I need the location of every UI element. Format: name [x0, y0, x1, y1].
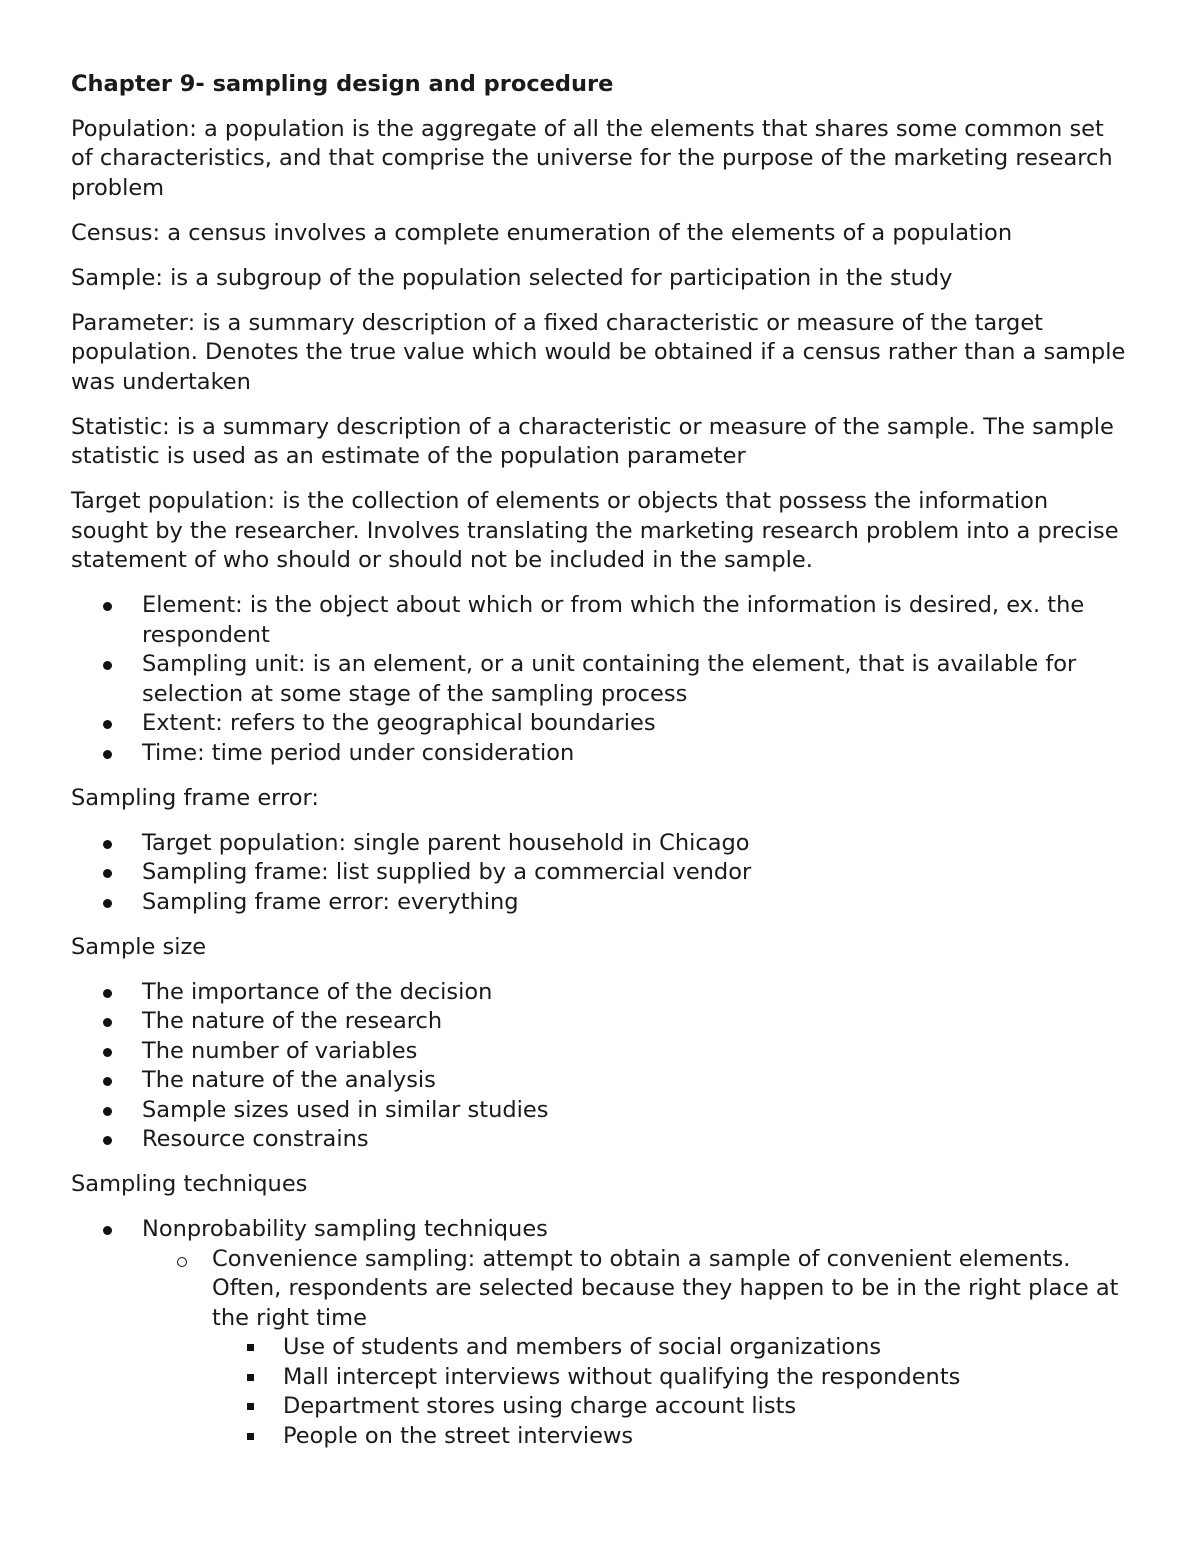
list-item-text: The number of variables: [142, 1037, 418, 1064]
heading-sampling-frame-error: Sampling frame error:: [71, 784, 319, 811]
paragraph-target-population: Target population: is the collection of elements or objects that possess the information sought by the researcher. Involves translating the marketing research problem into a precise statement of who should or should not be included in the sample.: [71, 488, 1119, 573]
list-item-text: The importance of the decision: [142, 978, 493, 1005]
list-item: [71, 739, 1132, 769]
list-item-text: The nature of the analysis: [142, 1067, 436, 1093]
list-item: [71, 1066, 1132, 1096]
list-item: [71, 1392, 1132, 1422]
list-item: [71, 1363, 1132, 1393]
paragraph-statistic: Statistic: is a summary description of a characteristic or measure of the sample. The sample statistic is used as an estimate of the population parameter: [71, 413, 1114, 469]
sampling-techniques-list: [71, 1215, 1132, 1245]
paragraph-parameter: Parameter: is a summary description of a fixed characteristic or measure of the target population. Denotes the true value which would be obtained if a census rather than a sample was undertaken: [71, 309, 1126, 395]
list-item: [71, 591, 1132, 650]
list-item: [71, 978, 1132, 1008]
list-item: [71, 709, 1132, 739]
list-item-text: People on the street interviews: [283, 1422, 634, 1449]
list-item: [71, 1215, 1132, 1245]
list-item: [71, 1037, 1132, 1067]
list-item: [71, 888, 1132, 918]
list-item-text: Target population: single parent household in Chicago: [142, 829, 750, 856]
list-item-text: Sampling frame error: everything: [142, 888, 519, 915]
list-item: [71, 1007, 1132, 1037]
paragraph-sample: Sample: is a subgroup of the population selected for participation in the study: [71, 264, 953, 291]
list-item-text: The nature of the research: [142, 1008, 443, 1034]
list-item-text: Nonprobability sampling techniques: [142, 1216, 548, 1242]
nonprobability-list: [71, 1245, 1132, 1334]
list-item: [71, 1125, 1132, 1155]
list-item: [71, 1096, 1132, 1126]
paragraph-census: Census: a census involves a complete enumeration of the elements of a population: [71, 219, 1013, 246]
heading-sampling-techniques: Sampling techniques: [71, 1171, 308, 1197]
list-item-text: Sampling frame: list supplied by a commercial vendor: [142, 859, 752, 885]
page-title: Chapter 9- sampling design and procedure: [71, 71, 614, 97]
list-item: [71, 650, 1132, 709]
target-population-list: [71, 591, 1132, 768]
list-item: [71, 1422, 1132, 1452]
sampling-frame-error-list: [71, 829, 1132, 918]
list-item-text: Time: time period under consideration: [142, 739, 575, 766]
list-item-text: Element: is the object about which or from which the information is desired, ex. the respondent: [142, 592, 1085, 648]
list-item-text: Use of students and members of social organizations: [283, 1334, 882, 1360]
list-item-text: Extent: refers to the geographical boundaries: [142, 710, 656, 736]
list-item-text: Convenience sampling: attempt to obtain a sample of convenient elements. Often, respondents are selected because they happen to be in the right place at the right time: [212, 1245, 1119, 1331]
sample-size-list: [71, 978, 1132, 1155]
list-item-text: Mall intercept interviews without qualifying the respondents: [283, 1363, 961, 1390]
list-item: [71, 829, 1132, 859]
paragraph-population: Population: a population is the aggregate of all the elements that shares some common set of characteristics, and that comprise the universe for the purpose of the marketing research problem: [71, 115, 1113, 201]
list-item-text: Department stores using charge account lists: [283, 1393, 797, 1419]
convenience-examples-list: [71, 1333, 1132, 1451]
list-item: [71, 858, 1132, 888]
list-item-text: Sample sizes used in similar studies: [142, 1096, 549, 1123]
list-item-text: Resource constrains: [142, 1126, 369, 1152]
list-item: [71, 1245, 1132, 1334]
list-item-text: Sampling unit: is an element, or a unit containing the element, that is available for selection at some stage of the sampling process: [142, 651, 1077, 707]
list-item: [71, 1333, 1132, 1363]
heading-sample-size: Sample size: [71, 933, 207, 960]
